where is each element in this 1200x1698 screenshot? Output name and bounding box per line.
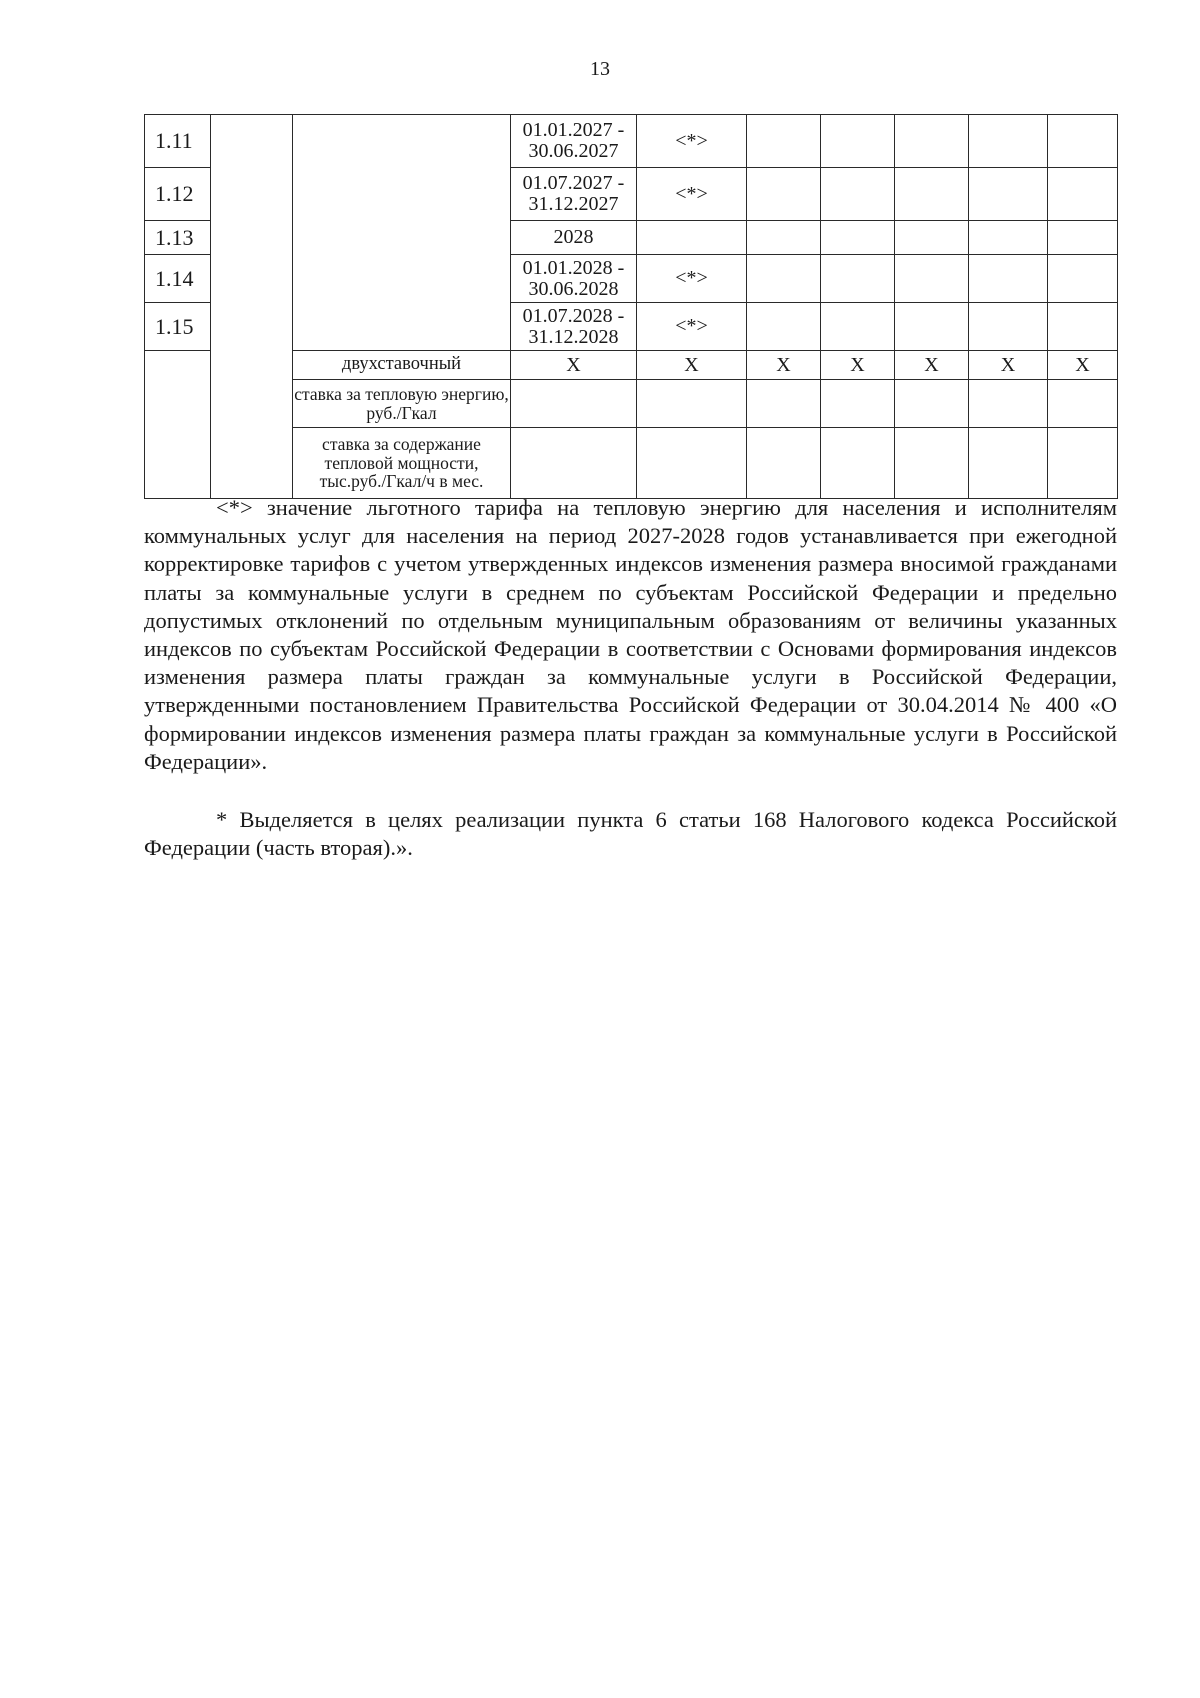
footnote-star: <*> значение льготного тарифа на тепловую энергию для населения и исполнителям коммунальных услуг для населения на период 2027-2028 годов устанавливается при ежегодной корректировке тарифов с учетом утвержденных индексов изменения размера вносимой гражданами платы за коммунальные услуги в среднем по субъектам Российской Федерации и предельно допустимых отклонений по отдельным муниципальным образованиям от величины указанных индексов по субъектам Российской Федерации в соответствии с Основами формирования индексов изменения размера платы граждан за коммунальные услуги в Российской Федерации, утвержденными постановлением Правительства Российской Федерации от 30.04.2014 № 400 «О формировании индексов изменения размера платы граждан за коммунальные услуги в Российской Федерации». [144,495,1117,774]
x-mark: X [511,351,637,380]
row-number: 1.13 [145,221,211,255]
page-number: 13 [590,58,610,80]
footnotes [144,494,1117,862]
period-cell: 2028 [511,221,637,255]
footnote-vat: * Выделяется в целях реализации пункта 6 статьи 168 Налогового кодекса Российской Федерации (часть вторая).». [144,807,1117,861]
two-part-label: двухставочный [293,351,511,380]
x-mark: X [895,351,969,380]
value-cell: <*> [637,168,747,221]
period-cell: 01.07.2027 - 31.12.2027 [511,168,637,221]
row-number: 1.14 [145,255,211,303]
period-cell: 01.07.2028 - 31.12.2028 [511,303,637,351]
x-mark: X [637,351,747,380]
row-number: 1.12 [145,168,211,221]
empty-merged-cell [145,351,211,499]
x-mark: X [821,351,895,380]
capacity-rate-label: ставка за содержание тепловой мощности, тыс.руб./Гкал/ч в мес. [293,428,511,499]
x-mark: X [1048,351,1118,380]
period-cell: 01.01.2027 - 30.06.2027 [511,115,637,168]
table-row [145,115,1118,168]
row-number: 1.15 [145,303,211,351]
value-cell: <*> [637,115,747,168]
tariff-table [144,114,1118,499]
empty-merged-cell [293,115,511,351]
x-mark: X [969,351,1048,380]
period-cell: 01.01.2028 - 30.06.2028 [511,255,637,303]
row-number: 1.11 [145,115,211,168]
x-mark: X [747,351,821,380]
value-cell: <*> [637,255,747,303]
value-cell [637,221,747,255]
value-cell: <*> [637,303,747,351]
empty-merged-cell [211,115,293,499]
heat-rate-label: ставка за тепловую энергию, руб./Гкал [293,380,511,428]
